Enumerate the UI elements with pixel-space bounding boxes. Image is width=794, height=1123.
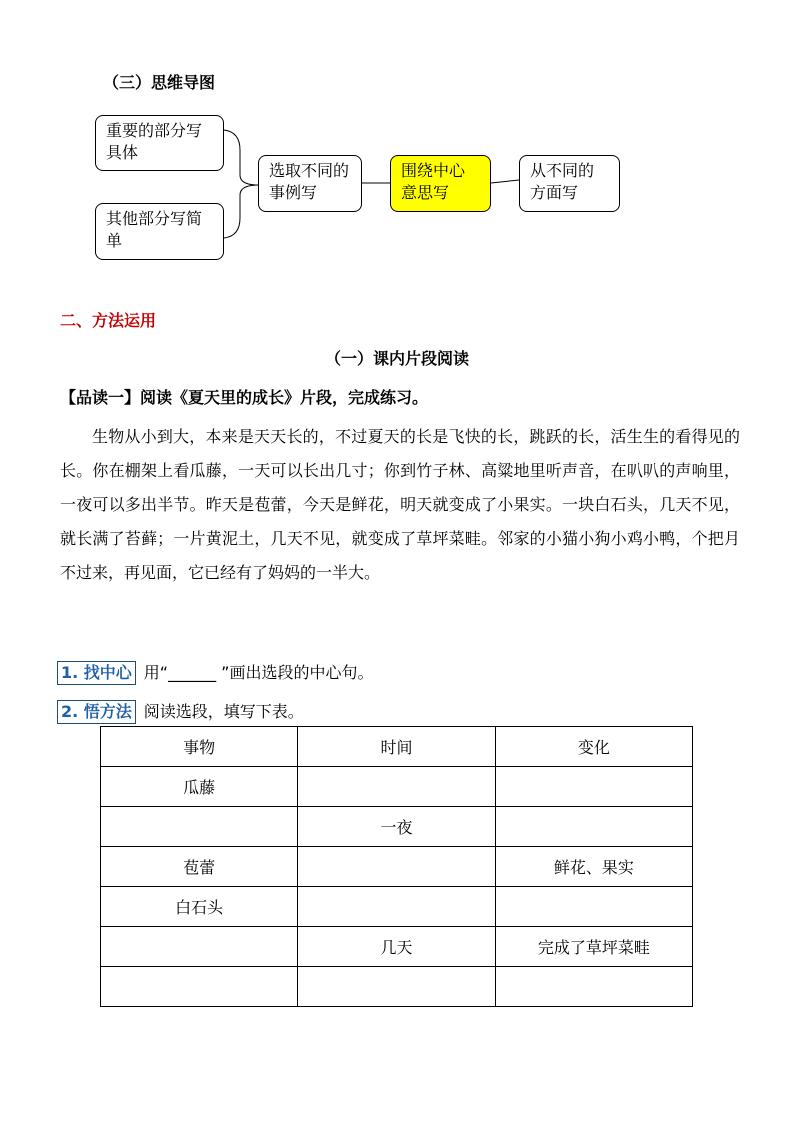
question-1-text: 用“______ ”画出选段的中心句。 bbox=[143, 663, 374, 682]
table-cell[interactable]: 白石头 bbox=[101, 887, 298, 927]
table-header-cell: 时间 bbox=[298, 727, 495, 767]
task-label: 【品读一】阅读《夏天里的成长》片段，完成练习。 bbox=[60, 388, 429, 407]
mindmap-heading: （三）思维导图 bbox=[103, 73, 216, 92]
table-header-cell: 变化 bbox=[495, 727, 692, 767]
mindmap-box-aspects: 从不同的方面写 bbox=[519, 155, 620, 212]
table-row bbox=[101, 967, 693, 1007]
table-cell[interactable]: 完成了草坪菜畦 bbox=[495, 927, 692, 967]
table-header-row bbox=[101, 727, 693, 767]
section-title: 二、方法运用 bbox=[60, 311, 157, 330]
mindmap-box-brief: 其他部分写简单 bbox=[95, 203, 224, 260]
table-cell[interactable]: 几天 bbox=[298, 927, 495, 967]
table-cell[interactable]: 苞蕾 bbox=[101, 847, 298, 887]
table-cell[interactable]: 一夜 bbox=[298, 807, 495, 847]
table-cell[interactable]: 鲜花、果实 bbox=[495, 847, 692, 887]
table-cell[interactable] bbox=[298, 847, 495, 887]
reading-passage: 生物从小到大，本来是天天长的，不过夏天的长是飞快的长，跳跃的长，活生生的看得见的长。你在棚架上看瓜藤，一天可以长出几寸；你到竹子林、高粱地里听声音，在叭叭的声响里，一夜可以多出半节。昨天是苞蕾，今天是鲜花，明天就变成了小果实。一块白石头，几天不见，就长满了苔藓；一片黄泥土，几天不见，就变成了草坪菜畦。邻家的小猫小狗小鸡小鸭，个把月不过来，再见面，它已经有了妈妈的一半大。 bbox=[60, 427, 740, 582]
table-cell[interactable] bbox=[101, 927, 298, 967]
question-1-tag: 1. 找中心 bbox=[57, 661, 136, 685]
table-cell[interactable] bbox=[495, 887, 692, 927]
table-cell[interactable] bbox=[101, 967, 298, 1007]
table-cell[interactable] bbox=[495, 807, 692, 847]
subsection-title: （一）课内片段阅读 bbox=[324, 349, 469, 368]
table-cell[interactable] bbox=[298, 767, 495, 807]
mindmap-box-examples: 选取不同的事例写 bbox=[258, 155, 362, 212]
table-cell[interactable] bbox=[495, 767, 692, 807]
table-cell[interactable]: 瓜藤 bbox=[101, 767, 298, 807]
question-2 bbox=[57, 699, 304, 724]
question-2-tag: 2. 悟方法 bbox=[57, 700, 136, 724]
table-row bbox=[101, 767, 693, 807]
table-header-cell: 事物 bbox=[101, 727, 298, 767]
mindmap-box-detail: 重要的部分写具体 bbox=[95, 115, 224, 171]
answer-table bbox=[100, 726, 693, 1007]
table-row bbox=[101, 887, 693, 927]
table-cell[interactable] bbox=[495, 967, 692, 1007]
question-1 bbox=[57, 660, 373, 685]
table-cell[interactable] bbox=[298, 967, 495, 1007]
table-row bbox=[101, 847, 693, 887]
table-cell[interactable] bbox=[298, 887, 495, 927]
question-2-text: 阅读选段，填写下表。 bbox=[143, 702, 304, 721]
mindmap-box-center: 围绕中心意思写 bbox=[390, 155, 491, 212]
table-row bbox=[101, 807, 693, 847]
table-cell[interactable] bbox=[101, 807, 298, 847]
table-row bbox=[101, 927, 693, 967]
